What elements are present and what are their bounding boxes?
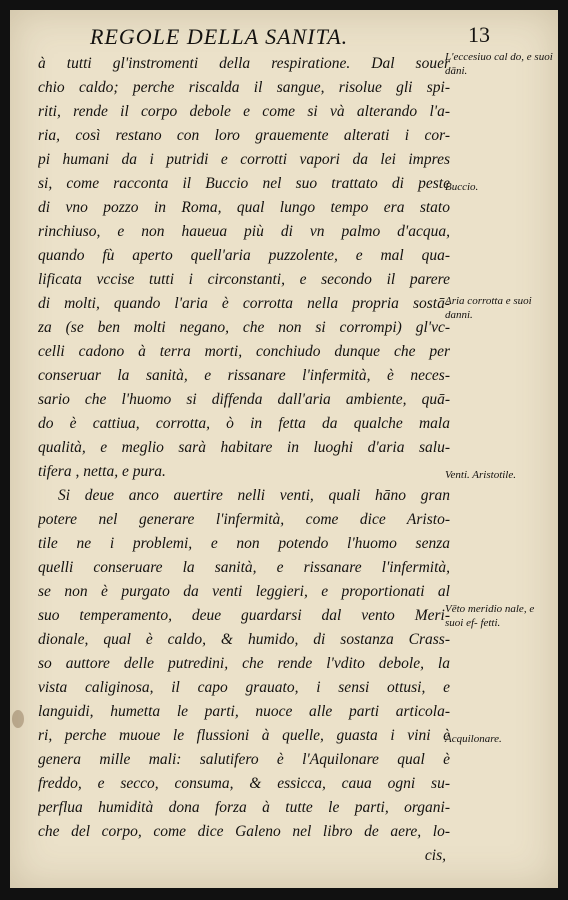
- text-line: freddo, e secco, consuma, & essicca, caua ogni su-: [38, 775, 450, 792]
- text-line: perflua humidità dona forza à tutte le parti, organi-: [38, 799, 450, 816]
- page-header: [90, 24, 490, 52]
- page-number: 13: [468, 22, 490, 47]
- text-line: rinchiuso, e non haueua più di vn palmo d'acqua,: [38, 223, 450, 240]
- text-line: se non è purgato da venti leggieri, e proportionati al: [38, 583, 450, 600]
- text-line: dionale, qual è caldo, & humido, di sostanza Crass-: [38, 631, 450, 648]
- margin-note: Acquilonare.: [445, 733, 502, 745]
- text-line: quando fù aperto quell'aria puzzolente, e mal qua-: [38, 247, 450, 264]
- text-line: di molti, quando l'aria è corrotta nella propria sostā-: [38, 295, 450, 312]
- catchword: cis,: [424, 847, 446, 864]
- margin-note: Aria corrotta e suoi danni.: [445, 295, 532, 321]
- margin-note: L'eccesiuo cal do, e suoi dāni.: [445, 51, 553, 77]
- text-line: genera mille mali: salutifero è l'Aquilonare qual è: [38, 751, 450, 768]
- text-line: suo temperamento, deue guardarsi dal vento Meri-: [38, 607, 450, 624]
- text-line: vista caliginosa, il capo grauato, i sensi ottusi, e: [38, 679, 450, 696]
- text-line: do è cattiua, corrotta, ò in fetta da qualche mala: [38, 415, 450, 432]
- text-line: celli cadono à terra morti, conchiudo dunque che per: [38, 343, 450, 360]
- running-head: REGOLE DELLA SANITA.: [90, 24, 349, 49]
- text-line: si, come racconta il Buccio nel suo trattato di peste: [38, 175, 450, 192]
- text-line: di vno pozzo in Roma, qual lungo tempo era stato: [38, 199, 450, 216]
- text-line: sario che l'huomo si diffenda dall'aria ambiente, quā-: [38, 391, 450, 408]
- text-line: za (se ben molti negano, che non si corrompi) gl'vc-: [38, 319, 450, 336]
- text-line: lificata vccise tutti i circonstanti, e secondo il parere: [38, 271, 450, 288]
- body-text: [38, 52, 450, 868]
- text-line: quelli conseruare la sanità, e rissanare l'infermità,: [38, 559, 450, 576]
- text-line: tile ne i problemi, e non potendo l'huomo senza: [38, 535, 450, 552]
- text-line: conseruar la sanità, e rissanare l'infermità, è neces-: [38, 367, 450, 384]
- text-line: languidi, humetta le parti, nuoce alle parti articola-: [38, 703, 450, 720]
- text-line: chio caldo; perche riscalda il sangue, risolue gli spi-: [38, 79, 450, 96]
- text-line: potere nel generare l'infermità, come dice Aristo-: [38, 511, 450, 528]
- text-line: che del corpo, come dice Galeno nel libro de aere, lo-: [38, 823, 450, 840]
- text-line: à tutti gl'instromenti della respiratione. Dal souer: [38, 55, 450, 72]
- ink-smudge: [12, 710, 24, 728]
- text-line: riti, rende il corpo debole e come si và alterando l'a-: [38, 103, 450, 120]
- book-page: [10, 10, 558, 888]
- text-line: so auttore delle putredini, che rende l'vdito debole, la: [38, 655, 450, 672]
- margin-note: Venti. Aristotile.: [445, 469, 516, 481]
- text-line: qualità, e meglio sarà habitare in luoghi d'aria salu-: [38, 439, 450, 456]
- text-line: ri, perche muoue le flussioni à quelle, guasta i vini è: [38, 727, 450, 744]
- text-line: Si deue anco auertire nelli venti, quali hāno gran: [58, 487, 450, 504]
- margin-note: Vēto meridio nale, e suoi ef- fetti.: [445, 603, 535, 629]
- margin-note: Buccio.: [445, 181, 479, 193]
- text-line: ria, così restano con loro grauemente alterati i cor-: [38, 127, 450, 144]
- text-line: pi humani da i putridi e corrotti vapori da lei impres: [38, 151, 450, 168]
- text-line: tifera , netta, e pura.: [38, 463, 166, 480]
